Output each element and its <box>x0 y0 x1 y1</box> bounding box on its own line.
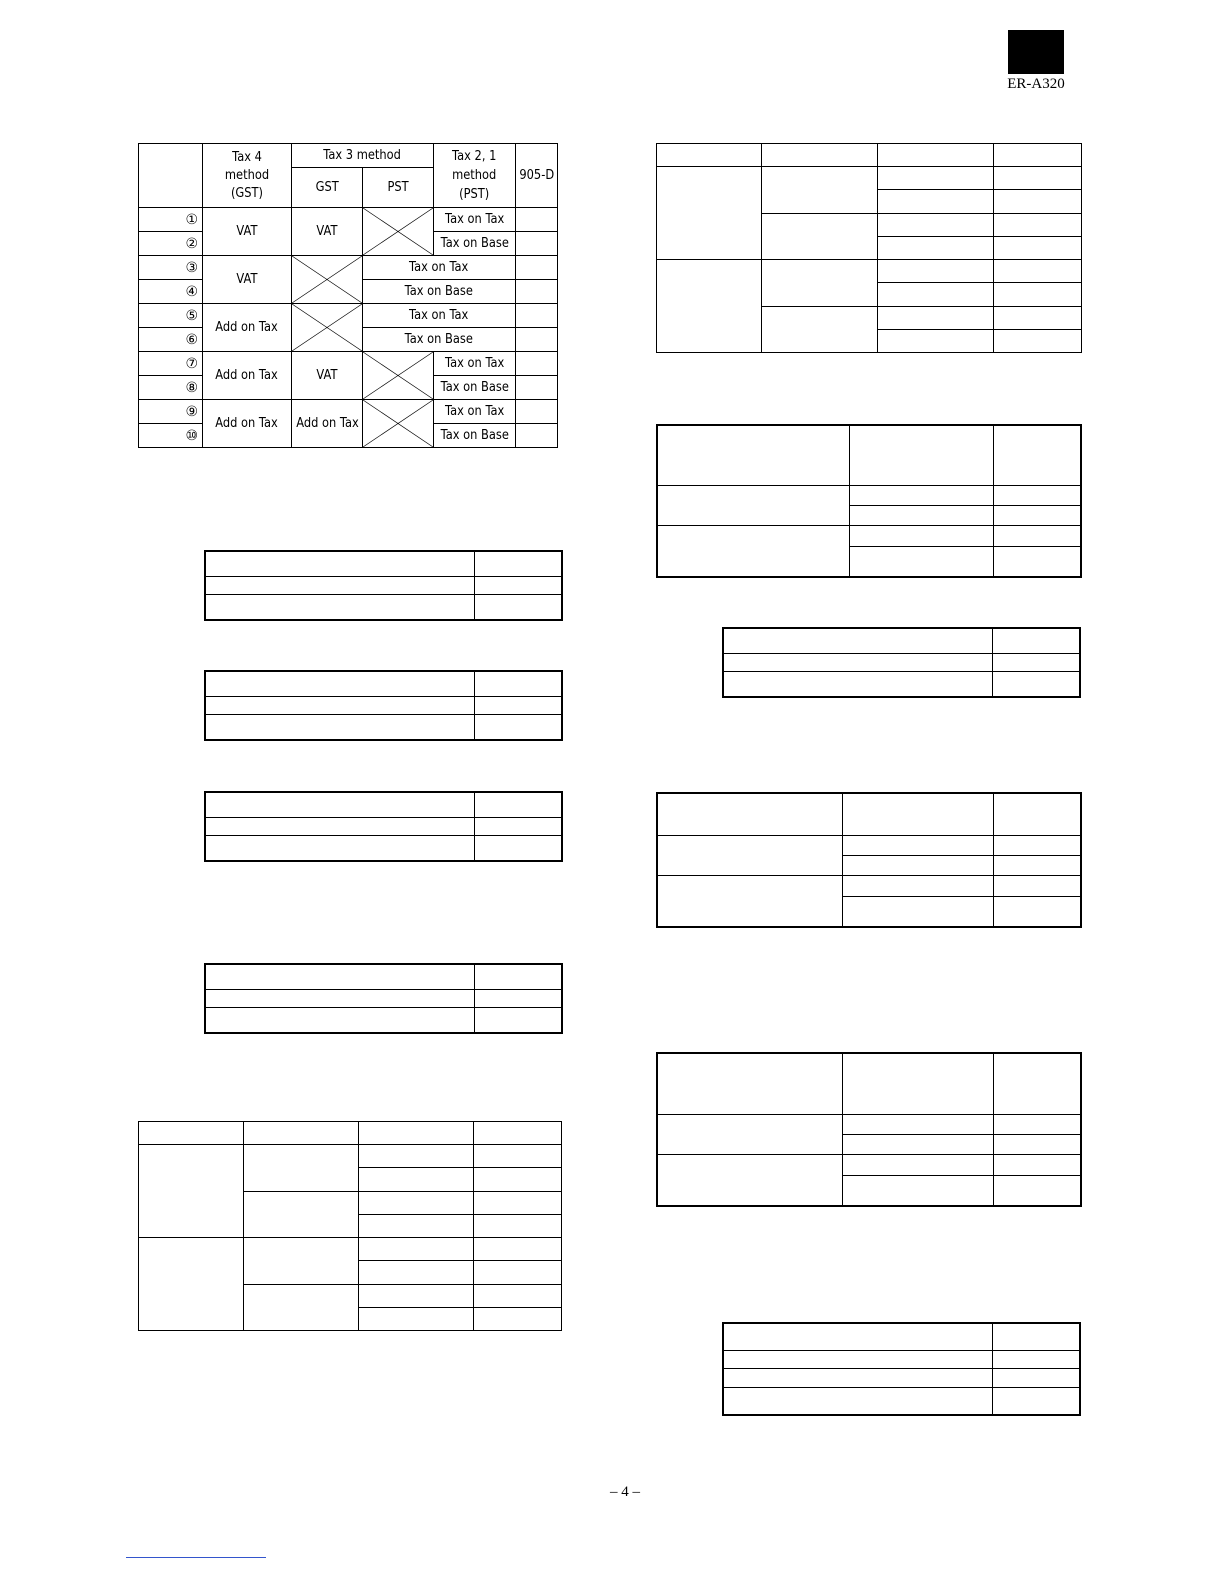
tax4-cell: VAT <box>203 256 292 304</box>
header-gst: GST <box>292 168 363 208</box>
blank-tree-table-right <box>656 143 1082 353</box>
blank-tree-table-left <box>138 1121 562 1331</box>
blank-table-b <box>204 670 563 741</box>
header-pst: PST <box>363 168 434 208</box>
tax21-cell: Tax on Tax <box>434 208 516 232</box>
code-cell <box>516 256 558 280</box>
not-applicable-cross <box>363 208 434 256</box>
blank-option-table-b <box>656 792 1082 928</box>
code-cell <box>516 424 558 448</box>
row-number: ⑧ <box>139 376 203 400</box>
code-cell <box>516 280 558 304</box>
model-label: ER-A320 <box>1007 76 1065 92</box>
row-number: ② <box>139 232 203 256</box>
row-number: ⑥ <box>139 328 203 352</box>
row-number: ④ <box>139 280 203 304</box>
code-cell <box>516 304 558 328</box>
header-code: 905-D <box>516 144 558 208</box>
row-number: ① <box>139 208 203 232</box>
tax4-cell: Add on Tax <box>203 400 292 448</box>
header-tax4: Tax 4 method (GST) <box>203 144 292 208</box>
tax4-cell: VAT <box>203 208 292 256</box>
corner-header <box>139 144 203 208</box>
not-applicable-cross <box>292 304 363 352</box>
tax21-cell: Tax on Tax <box>363 256 516 280</box>
row-number: ⑦ <box>139 352 203 376</box>
row-number: ⑩ <box>139 424 203 448</box>
blank-table-d <box>204 963 563 1034</box>
code-cell <box>516 376 558 400</box>
gst-cell: VAT <box>292 352 363 400</box>
row-number: ③ <box>139 256 203 280</box>
footer-rule <box>126 1557 266 1558</box>
tax4-cell: Add on Tax <box>203 352 292 400</box>
tax-method-table <box>138 143 558 448</box>
tax21-cell: Tax on Base <box>434 424 516 448</box>
tax21-cell: Tax on Base <box>434 232 516 256</box>
row-number: ⑨ <box>139 400 203 424</box>
blank-table-c <box>204 791 563 862</box>
blank-table-e <box>722 627 1081 698</box>
header-tax21: Tax 2, 1 method (PST) <box>434 144 516 208</box>
tax4-cell: Add on Tax <box>203 304 292 352</box>
tax21-cell: Tax on Tax <box>434 352 516 376</box>
blank-table-f <box>722 1322 1081 1416</box>
blank-option-table-a <box>656 424 1082 578</box>
not-applicable-cross <box>292 256 363 304</box>
tax21-cell: Tax on Base <box>363 328 516 352</box>
page-number: – 4 – <box>610 1484 640 1500</box>
corner-tab <box>1008 30 1064 74</box>
blank-option-table-c <box>656 1052 1082 1207</box>
not-applicable-cross <box>363 400 434 448</box>
code-cell <box>516 232 558 256</box>
not-applicable-cross <box>363 352 434 400</box>
tax21-cell: Tax on Base <box>434 376 516 400</box>
blank-table-a <box>204 550 563 621</box>
header-tax3: Tax 3 method <box>292 144 434 168</box>
gst-cell: VAT <box>292 208 363 256</box>
code-cell <box>516 208 558 232</box>
tax21-cell: Tax on Base <box>363 280 516 304</box>
row-number: ⑤ <box>139 304 203 328</box>
code-cell <box>516 352 558 376</box>
code-cell <box>516 400 558 424</box>
tax21-cell: Tax on Tax <box>434 400 516 424</box>
code-cell <box>516 328 558 352</box>
tax21-cell: Tax on Tax <box>363 304 516 328</box>
gst-cell: Add on Tax <box>292 400 363 448</box>
